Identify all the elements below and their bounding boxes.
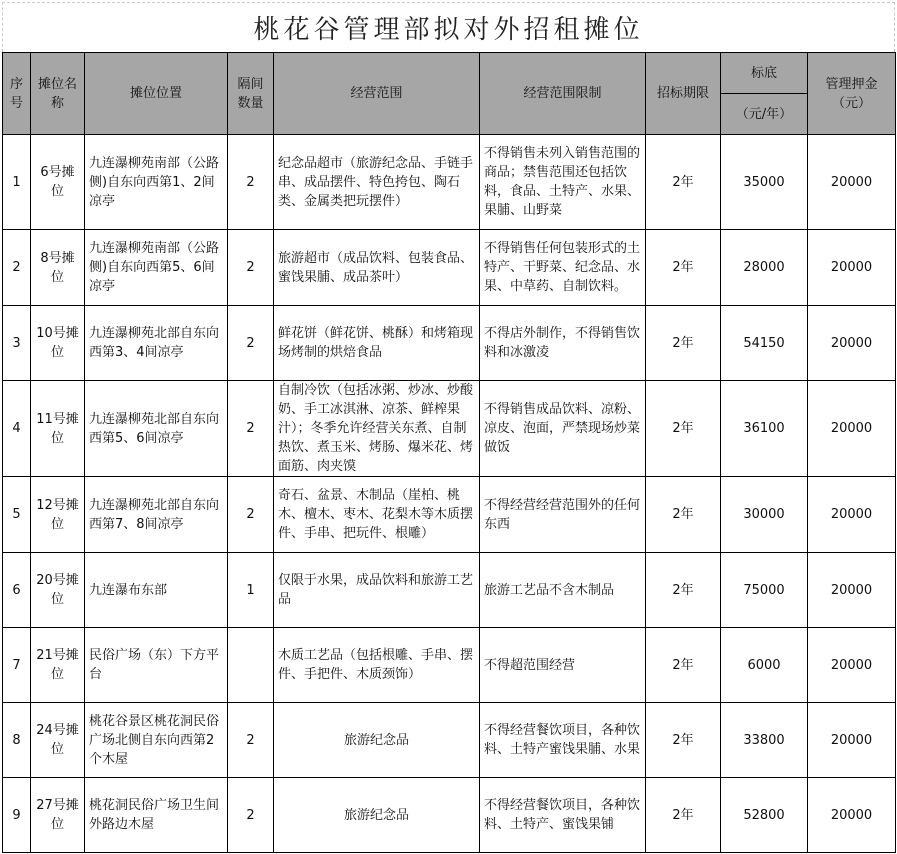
table-row	[3, 703, 896, 778]
cell-seq: 9	[3, 778, 31, 853]
cell-seq: 7	[3, 628, 31, 703]
cell-location: 九连瀑柳苑北部自东向西第7、8间凉亭	[85, 477, 228, 553]
table-row	[3, 230, 896, 306]
cell-base-price: 28000	[721, 230, 808, 306]
cell-deposit: 20000	[808, 135, 896, 230]
cell-restriction: 不得销售成品饮料、凉粉、凉皮、泡面，严禁现场炒菜做饭	[480, 381, 646, 477]
cell-seq: 2	[3, 230, 31, 306]
table-row	[3, 553, 896, 628]
cell-restriction: 不得销售任何包装形式的土特产、干野菜、纪念品、水果、中草药、自制饮料。	[480, 230, 646, 306]
header-deposit: 管理押金（元）	[808, 53, 896, 135]
cell-seq: 6	[3, 553, 31, 628]
cell-rooms: 2	[228, 477, 274, 553]
cell-name: 24号摊位	[31, 703, 85, 778]
cell-seq: 4	[3, 381, 31, 477]
cell-name: 12号摊位	[31, 477, 85, 553]
table-row	[3, 135, 896, 230]
cell-seq: 1	[3, 135, 31, 230]
cell-name: 6号摊位	[31, 135, 85, 230]
table-row	[3, 628, 896, 703]
cell-location: 九连瀑布东部	[85, 553, 228, 628]
cell-base-price: 33800	[721, 703, 808, 778]
table-row	[3, 306, 896, 381]
cell-seq: 3	[3, 306, 31, 381]
cell-scope: 仅限于水果，成品饮料和旅游工艺品	[274, 553, 480, 628]
stall-table	[2, 52, 896, 853]
cell-term: 2年	[646, 477, 721, 553]
header-name: 摊位名称	[31, 53, 85, 135]
cell-restriction: 旅游工艺品不含木制品	[480, 553, 646, 628]
header-restriction: 经营范围限制	[480, 53, 646, 135]
cell-deposit: 20000	[808, 628, 896, 703]
cell-deposit: 20000	[808, 381, 896, 477]
cell-base-price: 35000	[721, 135, 808, 230]
cell-name: 8号摊位	[31, 230, 85, 306]
cell-scope: 自制冷饮（包括冰粥、炒冰、炒酸奶、手工冰淇淋、凉茶、鲜榨果汁）；冬季允许经营关东煮、自制热饮、煮玉米、烤肠、爆米花、烤面筋、肉夹馍	[274, 381, 480, 477]
cell-base-price: 54150	[721, 306, 808, 381]
title-area	[2, 2, 895, 52]
page-title: 桃花谷管理部拟对外招租摊位	[253, 15, 644, 45]
cell-location: 九连瀑柳苑南部（公路侧)自东向西第5、6间凉亭	[85, 230, 228, 306]
cell-rooms: 2	[228, 778, 274, 853]
cell-term: 2年	[646, 703, 721, 778]
cell-restriction: 不得经营餐饮项目，各种饮料、土特产蜜饯果脯、水果	[480, 703, 646, 778]
cell-scope: 木质工艺品（包括根雕、手串、摆件、手把件、木质颈饰）	[274, 628, 480, 703]
table-row	[3, 778, 896, 853]
cell-restriction: 不得超范围经营	[480, 628, 646, 703]
cell-rooms: 1	[228, 553, 274, 628]
cell-restriction: 不得销售未列入销售范围的商品；禁售范围还包括饮料，食品、土特产、水果、果脯、山野菜	[480, 135, 646, 230]
cell-rooms: 2	[228, 135, 274, 230]
cell-rooms	[228, 628, 274, 703]
cell-term: 2年	[646, 135, 721, 230]
cell-rooms: 2	[228, 230, 274, 306]
cell-deposit: 20000	[808, 553, 896, 628]
cell-restriction: 不得店外制作，不得销售饮料和冰激凌	[480, 306, 646, 381]
cell-location: 桃花谷景区桃花洞民俗广场北侧自东向西第2个木屋	[85, 703, 228, 778]
cell-term: 2年	[646, 628, 721, 703]
cell-seq: 8	[3, 703, 31, 778]
header-rooms: 隔间数量	[228, 53, 274, 135]
cell-base-price: 30000	[721, 477, 808, 553]
cell-name: 20号摊位	[31, 553, 85, 628]
table-row	[3, 381, 896, 477]
header-base-price-unit: （元/年）	[721, 94, 808, 135]
cell-rooms: 2	[228, 381, 274, 477]
cell-deposit: 20000	[808, 778, 896, 853]
cell-deposit: 20000	[808, 230, 896, 306]
cell-term: 2年	[646, 306, 721, 381]
header-scope: 经营范围	[274, 53, 480, 135]
cell-term: 2年	[646, 381, 721, 477]
cell-rooms: 2	[228, 703, 274, 778]
cell-term: 2年	[646, 553, 721, 628]
cell-rooms: 2	[228, 306, 274, 381]
cell-deposit: 20000	[808, 477, 896, 553]
cell-name: 11号摊位	[31, 381, 85, 477]
cell-base-price: 6000	[721, 628, 808, 703]
cell-scope: 奇石、盆景、木制品（崖柏、桃木、檀木、枣木、花梨木等木质摆件、手串、把玩件、根雕）	[274, 477, 480, 553]
cell-name: 10号摊位	[31, 306, 85, 381]
cell-base-price: 52800	[721, 778, 808, 853]
cell-deposit: 20000	[808, 306, 896, 381]
cell-base-price: 75000	[721, 553, 808, 628]
cell-scope: 旅游纪念品	[274, 778, 480, 853]
cell-seq: 5	[3, 477, 31, 553]
cell-location: 桃花洞民俗广场卫生间外路边木屋	[85, 778, 228, 853]
cell-scope: 纪念品超市（旅游纪念品、手链手串、成品摆件、特色挎包、陶石类、金属类把玩摆件）	[274, 135, 480, 230]
table-row	[3, 477, 896, 553]
cell-restriction: 不得经营经营范围外的任何东西	[480, 477, 646, 553]
cell-location: 九连瀑柳苑南部（公路侧)自东向西第1、2间凉亭	[85, 135, 228, 230]
cell-location: 九连瀑柳苑北部自东向西第5、6间凉亭	[85, 381, 228, 477]
header-location: 摊位位置	[85, 53, 228, 135]
cell-scope: 旅游超市（成品饮料、包装食品、蜜饯果脯、成品茶叶）	[274, 230, 480, 306]
cell-restriction: 不得经营餐饮项目，各种饮料、土特产、蜜饯果铺	[480, 778, 646, 853]
header-term: 招标期限	[646, 53, 721, 135]
cell-location: 九连瀑柳苑北部自东向西第3、4间凉亭	[85, 306, 228, 381]
cell-name: 21号摊位	[31, 628, 85, 703]
header-seq: 序号	[3, 53, 31, 135]
header-base-price: 标底	[721, 53, 808, 94]
cell-deposit: 20000	[808, 703, 896, 778]
cell-scope: 鲜花饼（鲜花饼、桃酥）和烤箱现场烤制的烘焙食品	[274, 306, 480, 381]
cell-location: 民俗广场（东）下方平台	[85, 628, 228, 703]
cell-name: 27号摊位	[31, 778, 85, 853]
cell-scope: 旅游纪念品	[274, 703, 480, 778]
cell-base-price: 36100	[721, 381, 808, 477]
cell-term: 2年	[646, 778, 721, 853]
cell-term: 2年	[646, 230, 721, 306]
